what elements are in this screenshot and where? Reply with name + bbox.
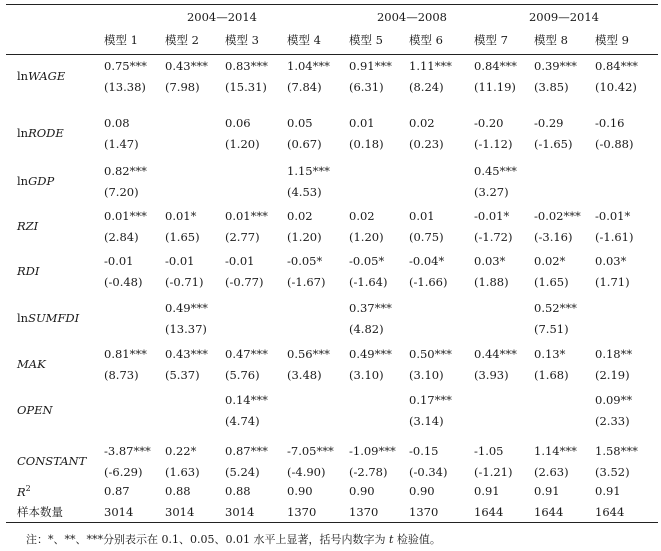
- t-value: (-1.66): [409, 275, 448, 289]
- coefficient: 0.13*: [534, 347, 566, 361]
- coefficient: 1.15***: [287, 164, 330, 178]
- note-text: 注：*、**、***分别表示在 0.1、0.05、0.01 水平上显著，括号内数字为: [26, 533, 389, 546]
- coefficient: -0.05*: [287, 254, 323, 268]
- t-value: (1.20): [349, 230, 384, 244]
- variable-name: RDI: [17, 264, 40, 278]
- coefficient: -0.29: [534, 116, 564, 130]
- coefficient: -0.01*: [595, 209, 631, 223]
- coefficient: 0.87***: [225, 444, 268, 458]
- t-value: (-0.88): [595, 137, 634, 151]
- coefficient: 0.91***: [349, 59, 392, 73]
- coefficient: -0.05*: [349, 254, 385, 268]
- coefficient: 0.09**: [595, 393, 633, 407]
- t-value: (2.33): [595, 414, 630, 428]
- t-value: (3.27): [474, 185, 509, 199]
- coefficient: -0.01: [225, 254, 255, 268]
- r-squared-value: 0.91: [595, 484, 621, 498]
- t-value: (0.18): [349, 137, 384, 151]
- t-value: (3.93): [474, 368, 509, 382]
- sample-size-value: 1370: [349, 505, 379, 519]
- variable-prefix: ln: [17, 311, 29, 325]
- table-note: [26, 531, 441, 547]
- t-value: (-0.48): [104, 275, 143, 289]
- t-value: (8.24): [409, 80, 444, 94]
- t-value: (1.20): [287, 230, 322, 244]
- sample-size-value: 1644: [534, 505, 564, 519]
- t-value: (0.67): [287, 137, 322, 151]
- t-value: (-0.34): [409, 465, 448, 479]
- group-header: 2009—2014: [528, 10, 600, 24]
- t-value: (13.38): [104, 80, 146, 94]
- t-value: (8.73): [104, 368, 139, 382]
- coefficient: 0.02: [349, 209, 375, 223]
- t-value: (7.98): [165, 80, 200, 94]
- coefficient: -7.05***: [287, 444, 334, 458]
- coefficient: 0.84***: [595, 59, 638, 73]
- coefficient: -3.87***: [104, 444, 151, 458]
- t-value: (4.53): [287, 185, 322, 199]
- group-header: 2004—2014: [186, 10, 258, 24]
- r-squared-value: 0.90: [287, 484, 313, 498]
- variable-label: [17, 311, 79, 325]
- t-value: (5.37): [165, 368, 200, 382]
- variable-name: RODE: [28, 126, 64, 140]
- variable-name: GDP: [28, 174, 55, 188]
- variable-name: RZI: [17, 219, 39, 233]
- coefficient: 0.01: [409, 209, 435, 223]
- t-value: (15.31): [225, 80, 267, 94]
- sample-size-value: 1370: [287, 505, 317, 519]
- coefficient: 0.44***: [474, 347, 517, 361]
- t-value: (1.65): [165, 230, 200, 244]
- t-value: (-1.21): [474, 465, 513, 479]
- t-value: (2.63): [534, 465, 569, 479]
- variable-label: [17, 126, 64, 140]
- bottom-rule: [6, 522, 658, 523]
- coefficient: 1.04***: [287, 59, 330, 73]
- t-value: (4.82): [349, 322, 384, 336]
- sample-size-value: 3014: [225, 505, 255, 519]
- variable-label: [17, 454, 86, 468]
- variable-label: [17, 174, 54, 188]
- sample-size-value: 1644: [595, 505, 625, 519]
- coefficient: -1.09***: [349, 444, 396, 458]
- t-value: (-0.71): [165, 275, 204, 289]
- coefficient: 0.43***: [165, 59, 208, 73]
- r-sup: 2: [25, 484, 31, 493]
- t-value: (-1.72): [474, 230, 513, 244]
- t-value: (-1.67): [287, 275, 326, 289]
- t-value: (7.84): [287, 80, 322, 94]
- coefficient: 0.43***: [165, 347, 208, 361]
- coefficient: -0.04*: [409, 254, 445, 268]
- variable-label: [17, 264, 39, 278]
- coefficient: 1.14***: [534, 444, 577, 458]
- t-value: (13.37): [165, 322, 207, 336]
- sample-size-value: 3014: [165, 505, 195, 519]
- coefficient: 0.75***: [104, 59, 147, 73]
- coefficient: -0.16: [595, 116, 625, 130]
- r-squared-value: 0.90: [349, 484, 375, 498]
- t-value: (3.14): [409, 414, 444, 428]
- note-t-symbol: t: [388, 533, 394, 546]
- t-value: (0.23): [409, 137, 444, 151]
- variable-name: CONSTANT: [17, 454, 87, 468]
- sample-size-value: 3014: [104, 505, 134, 519]
- t-value: (5.76): [225, 368, 260, 382]
- t-value: (3.52): [595, 465, 630, 479]
- coefficient: 0.01: [349, 116, 375, 130]
- r-squared-value: 0.91: [474, 484, 500, 498]
- model-header: 模型 3: [225, 33, 259, 47]
- t-value: (7.51): [534, 322, 569, 336]
- coefficient: 0.50***: [409, 347, 452, 361]
- coefficient: 0.06: [225, 116, 251, 130]
- variable-label: [17, 357, 46, 371]
- variable-prefix: ln: [17, 126, 29, 140]
- variable-prefix: ln: [17, 174, 29, 188]
- t-value: (1.71): [595, 275, 630, 289]
- t-value: (11.19): [474, 80, 516, 94]
- model-header: 模型 5: [349, 33, 383, 47]
- t-value: (1.20): [225, 137, 260, 151]
- coefficient: 0.37***: [349, 301, 392, 315]
- note-text-end: 检验值。: [393, 533, 441, 546]
- t-value: (4.74): [225, 414, 260, 428]
- coefficient: 0.82***: [104, 164, 147, 178]
- coefficient: -0.01: [104, 254, 134, 268]
- coefficient: 0.14***: [225, 393, 268, 407]
- coefficient: 0.08: [104, 116, 130, 130]
- t-value: (1.65): [534, 275, 569, 289]
- coefficient: 0.52***: [534, 301, 577, 315]
- r-label: R: [17, 484, 26, 499]
- coefficient: -0.01: [165, 254, 195, 268]
- coefficient: 0.84***: [474, 59, 517, 73]
- coefficient: 0.49***: [165, 301, 208, 315]
- variable-label: [17, 219, 38, 233]
- variable-label: [17, 403, 53, 417]
- model-header: 模型 2: [165, 33, 199, 47]
- t-value: (1.88): [474, 275, 509, 289]
- coefficient: 0.81***: [104, 347, 147, 361]
- coefficient: 0.01***: [104, 209, 147, 223]
- model-header: 模型 9: [595, 33, 629, 47]
- coefficient: 0.18**: [595, 347, 633, 361]
- t-value: (-4.90): [287, 465, 326, 479]
- coefficient: 0.01*: [165, 209, 197, 223]
- coefficient: 0.47***: [225, 347, 268, 361]
- sample-size-value: 1370: [409, 505, 439, 519]
- t-value: (1.47): [104, 137, 139, 151]
- r-squared-value: 0.90: [409, 484, 435, 498]
- group-header: 2004—2008: [376, 10, 448, 24]
- coefficient: 0.02*: [534, 254, 566, 268]
- coefficient: 0.01***: [225, 209, 268, 223]
- t-value: (3.48): [287, 368, 322, 382]
- t-value: (5.24): [225, 465, 260, 479]
- coefficient: -0.15: [409, 444, 439, 458]
- r-squared-label: [17, 482, 31, 499]
- sample-size-value: 1644: [474, 505, 504, 519]
- header-rule: [6, 54, 658, 55]
- coefficient: 1.11***: [409, 59, 452, 73]
- coefficient: 0.02: [287, 209, 313, 223]
- t-value: (-2.78): [349, 465, 388, 479]
- top-rule: [6, 4, 658, 5]
- sample-size-label: 样本数量: [17, 505, 63, 519]
- t-value: (2.84): [104, 230, 139, 244]
- r-squared-value: 0.87: [104, 484, 130, 498]
- t-value: (-1.61): [595, 230, 634, 244]
- coefficient: 0.05: [287, 116, 313, 130]
- t-value: (0.75): [409, 230, 444, 244]
- variable-name: WAGE: [28, 69, 66, 83]
- variable-name: MAK: [17, 357, 46, 371]
- t-value: (3.85): [534, 80, 569, 94]
- r-squared-value: 0.91: [534, 484, 560, 498]
- model-header: 模型 4: [287, 33, 321, 47]
- t-value: (2.19): [595, 368, 630, 382]
- t-value: (3.10): [349, 368, 384, 382]
- coefficient: 0.56***: [287, 347, 330, 361]
- t-value: (-1.64): [349, 275, 388, 289]
- model-header: 模型 8: [534, 33, 568, 47]
- t-value: (10.42): [595, 80, 637, 94]
- model-header: 模型 7: [474, 33, 508, 47]
- coefficient: -0.01*: [474, 209, 510, 223]
- t-value: (1.68): [534, 368, 569, 382]
- r-squared-value: 0.88: [165, 484, 191, 498]
- coefficient: 0.49***: [349, 347, 392, 361]
- coefficient: 1.58***: [595, 444, 638, 458]
- t-value: (1.63): [165, 465, 200, 479]
- variable-prefix: ln: [17, 69, 29, 83]
- t-value: (-0.77): [225, 275, 264, 289]
- coefficient: -0.02***: [534, 209, 581, 223]
- r-squared-value: 0.88: [225, 484, 251, 498]
- model-header: 模型 1: [104, 33, 138, 47]
- t-value: (3.10): [409, 368, 444, 382]
- coefficient: 0.45***: [474, 164, 517, 178]
- variable-name: SUMFDI: [28, 311, 80, 325]
- t-value: (-3.16): [534, 230, 573, 244]
- variable-label: [17, 69, 65, 83]
- model-header: 模型 6: [409, 33, 443, 47]
- t-value: (-1.65): [534, 137, 573, 151]
- t-value: (2.77): [225, 230, 260, 244]
- t-value: (-6.29): [104, 465, 143, 479]
- t-value: (7.20): [104, 185, 139, 199]
- t-value: (-1.12): [474, 137, 513, 151]
- coefficient: 0.02: [409, 116, 435, 130]
- coefficient: -0.20: [474, 116, 504, 130]
- coefficient: 0.03*: [595, 254, 627, 268]
- coefficient: 0.83***: [225, 59, 268, 73]
- t-value: (6.31): [349, 80, 384, 94]
- coefficient: 0.22*: [165, 444, 197, 458]
- coefficient: 0.17***: [409, 393, 452, 407]
- coefficient: 0.39***: [534, 59, 577, 73]
- coefficient: 0.03*: [474, 254, 506, 268]
- coefficient: -1.05: [474, 444, 504, 458]
- variable-name: OPEN: [17, 403, 53, 417]
